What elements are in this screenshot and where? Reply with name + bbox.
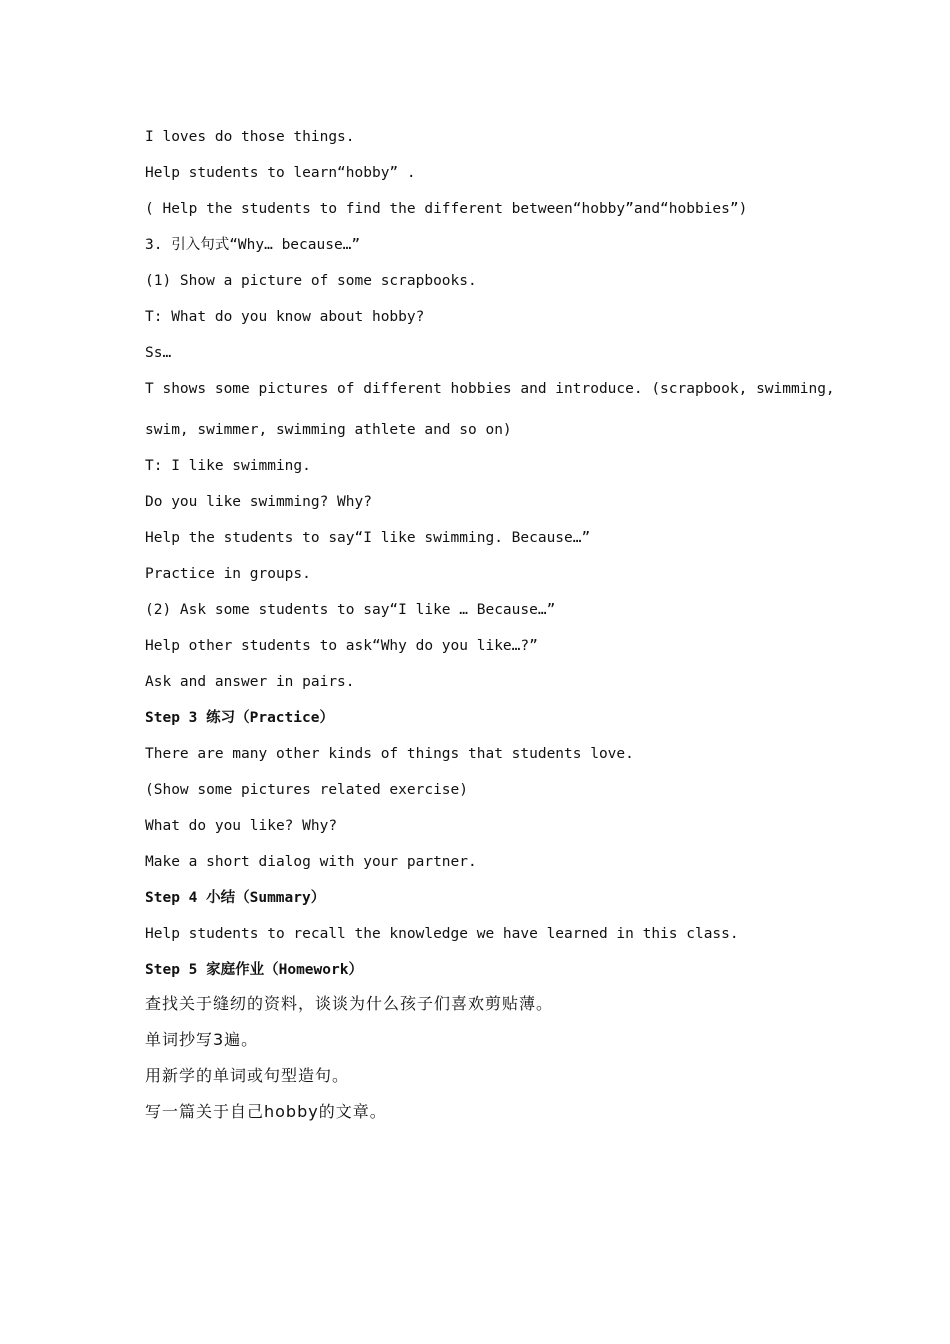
text-line: Make a short dialog with your partner. bbox=[145, 854, 477, 870]
text-line: 写一篇关于自己hobby的文章。 bbox=[145, 1102, 387, 1121]
section-heading: Step 5 家庭作业（Homework） bbox=[145, 962, 363, 978]
text-line: What do you like? Why? bbox=[145, 818, 338, 834]
text-line: (2) Ask some students to say“I like … Because…” bbox=[145, 602, 556, 618]
text-line: Help other students to ask“Why do you like…?” bbox=[145, 638, 538, 654]
text-line: I loves do those things. bbox=[145, 129, 355, 145]
text-line: Practice in groups. bbox=[145, 566, 311, 582]
text-line: 单词抄写3遍。 bbox=[145, 1030, 259, 1049]
text-line: 用新学的单词或句型造句。 bbox=[145, 1066, 350, 1085]
text-line: (Show some pictures related exercise) bbox=[145, 782, 469, 798]
text-line: Help the students to say“I like swimming. Because…” bbox=[145, 530, 591, 546]
text-line: 3. 引入句式“Why… because…” bbox=[145, 237, 361, 253]
text-line: 查找关于缝纫的资料，谈谈为什么孩子们喜欢剪贴薄。 bbox=[145, 994, 554, 1013]
text-line: swim, swimmer, swimming athlete and so on) bbox=[145, 422, 512, 438]
text-line: T: What do you know about hobby? bbox=[145, 309, 425, 325]
section-heading: Step 4 小结（Summary） bbox=[145, 890, 326, 906]
text-line: Do you like swimming? Why? bbox=[145, 494, 372, 510]
text-line: ( Help the students to find the different between“hobby”and“hobbies”) bbox=[145, 201, 748, 217]
text-line: Ask and answer in pairs. bbox=[145, 674, 355, 690]
text-line: Help students to learn“hobby” . bbox=[145, 165, 416, 181]
text-line: (1) Show a picture of some scrapbooks. bbox=[145, 273, 477, 289]
text-line: Help students to recall the knowledge we have learned in this class. bbox=[145, 926, 739, 942]
text-line: T: I like swimming. bbox=[145, 458, 311, 474]
text-line: Ss… bbox=[145, 345, 172, 361]
text-line: T shows some pictures of different hobbies and introduce. (scrapbook, swimming, bbox=[145, 381, 835, 397]
section-heading: Step 3 练习（Practice） bbox=[145, 710, 334, 726]
text-line: There are many other kinds of things that students love. bbox=[145, 746, 634, 762]
